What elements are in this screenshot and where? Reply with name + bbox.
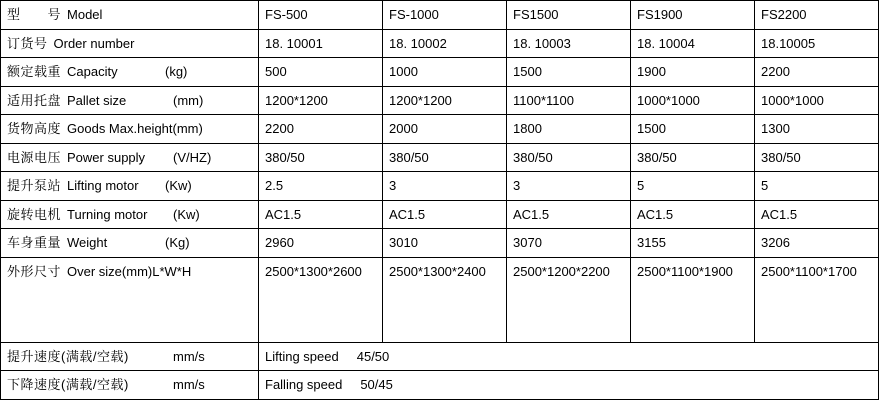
cell-value: 5: [631, 172, 755, 201]
table-row: [1, 172, 879, 201]
cell-value: AC1.5: [631, 200, 755, 229]
row-label-cn: 货物高度: [7, 121, 62, 137]
cell-value: 2500*1100*1900: [631, 257, 755, 342]
row-label-turning-motor: [1, 200, 259, 229]
cell-value: 2000: [383, 115, 507, 144]
cell-value-lifting-speed: [259, 342, 879, 371]
row-label-en: Goods Max.height(mm): [67, 121, 203, 137]
cell-value: 500: [259, 58, 383, 87]
cell-value: FS-1000: [383, 1, 507, 30]
cell-value: 2200: [755, 58, 879, 87]
row-label-en: Model: [67, 7, 103, 22]
row-label-pallet-size: [1, 86, 259, 115]
row-label-cn: 订货号: [7, 35, 48, 51]
cell-value: 2500*1300*2400: [383, 257, 507, 342]
cell-value: 1800: [507, 115, 631, 144]
cell-value: 380/50: [755, 143, 879, 172]
speed-label: Falling speed: [265, 377, 343, 393]
row-label-en: Lifting motor: [67, 178, 139, 194]
cell-value: 18. 10003: [507, 29, 631, 58]
row-label-lifting-speed: [1, 342, 259, 371]
row-label-unit: mm/s: [173, 377, 205, 393]
row-label-unit: (mm): [173, 92, 204, 108]
table-row: [1, 1, 879, 30]
cell-value: 380/50: [259, 143, 383, 172]
cell-value: 3010: [383, 229, 507, 258]
cell-value: 2500*1100*1700: [755, 257, 879, 342]
row-label-cn: 适用托盘: [7, 92, 62, 108]
cell-value: 1500: [631, 115, 755, 144]
table-row: [1, 86, 879, 115]
cell-value: 1500: [507, 58, 631, 87]
cell-value: 5: [755, 172, 879, 201]
cell-value: 3070: [507, 229, 631, 258]
cell-value: 1300: [755, 115, 879, 144]
row-label-en: Order number: [53, 35, 135, 51]
row-label-cn: 提升泵站: [7, 178, 62, 194]
table-row: [1, 200, 879, 229]
cell-value: 2500*1200*2200: [507, 257, 631, 342]
cell-value: 2500*1300*2600: [259, 257, 383, 342]
cell-value: 1200*1200: [259, 86, 383, 115]
table-row: [1, 58, 879, 87]
table-row: [1, 371, 879, 400]
cell-value: 380/50: [383, 143, 507, 172]
row-label-weight: [1, 229, 259, 258]
row-label-order-number: [1, 29, 259, 58]
row-label-cn: 旋转电机: [7, 206, 62, 222]
cell-value: AC1.5: [259, 200, 383, 229]
row-label-cn: 额定载重: [7, 64, 62, 80]
speed-value: 45/50: [356, 348, 390, 364]
table-row: [1, 342, 879, 371]
cell-value: FS2200: [755, 1, 879, 30]
row-label-falling-speed: [1, 371, 259, 400]
cell-value: 2200: [259, 115, 383, 144]
row-label-unit: mm/s: [173, 348, 205, 364]
cell-value: 18. 10001: [259, 29, 383, 58]
row-label-cn: 型 号: [7, 7, 62, 22]
cell-value: 1200*1200: [383, 86, 507, 115]
row-label-lifting-motor: [1, 172, 259, 201]
cell-value: 1000*1000: [755, 86, 879, 115]
row-label-unit: (V/HZ): [173, 149, 212, 165]
row-label-cn: 外形尺寸: [7, 263, 62, 279]
cell-value: 3: [507, 172, 631, 201]
row-label-en: Capacity: [67, 64, 118, 80]
speed-label: Lifting speed: [265, 348, 339, 364]
row-label-en: Weight: [67, 235, 108, 251]
cell-value: 2960: [259, 229, 383, 258]
cell-value: FS1900: [631, 1, 755, 30]
row-label-capacity: [1, 58, 259, 87]
row-label-power-supply: [1, 143, 259, 172]
cell-value: FS1500: [507, 1, 631, 30]
table-row: [1, 257, 879, 342]
row-label-en: Turning motor: [67, 206, 148, 222]
cell-value: 18. 10004: [631, 29, 755, 58]
cell-value: AC1.5: [507, 200, 631, 229]
cell-value: AC1.5: [383, 200, 507, 229]
row-label-unit: (Kg): [165, 235, 190, 251]
cell-value: 18. 10002: [383, 29, 507, 58]
row-label-cn: 车身重量: [7, 235, 62, 251]
cell-value: 3155: [631, 229, 755, 258]
row-label-en: Power supply: [67, 149, 146, 165]
cell-value: 380/50: [631, 143, 755, 172]
cell-value: 18.10005: [755, 29, 879, 58]
speed-value: 50/45: [360, 377, 393, 393]
table-row: [1, 229, 879, 258]
row-label-over-size: [1, 257, 259, 342]
row-label-unit: (Kw): [173, 206, 200, 222]
table-row: [1, 143, 879, 172]
row-label-cn: 电源电压: [7, 149, 62, 165]
cell-value: AC1.5: [755, 200, 879, 229]
cell-value: 1000*1000: [631, 86, 755, 115]
cell-value: 1100*1100: [507, 86, 631, 115]
row-label-goods-max-height: [1, 115, 259, 144]
row-label-en: Over size(mm)L*W*H: [67, 263, 192, 279]
row-label-cn: 提升速度(满载/空载): [7, 348, 129, 364]
table-row: [1, 29, 879, 58]
row-label-model: [1, 1, 259, 30]
cell-value-falling-speed: [259, 371, 879, 400]
row-label-cn: 下降速度(满载/空载): [7, 377, 129, 393]
cell-value: 1900: [631, 58, 755, 87]
row-label-en: Pallet size: [67, 92, 127, 108]
cell-value: 1000: [383, 58, 507, 87]
cell-value: 3206: [755, 229, 879, 258]
cell-value: FS-500: [259, 1, 383, 30]
row-label-unit: (Kw): [165, 178, 192, 194]
row-label-unit: (kg): [165, 64, 188, 80]
table-row: [1, 115, 879, 144]
cell-value: 380/50: [507, 143, 631, 172]
cell-value: 3: [383, 172, 507, 201]
cell-value: 2.5: [259, 172, 383, 201]
